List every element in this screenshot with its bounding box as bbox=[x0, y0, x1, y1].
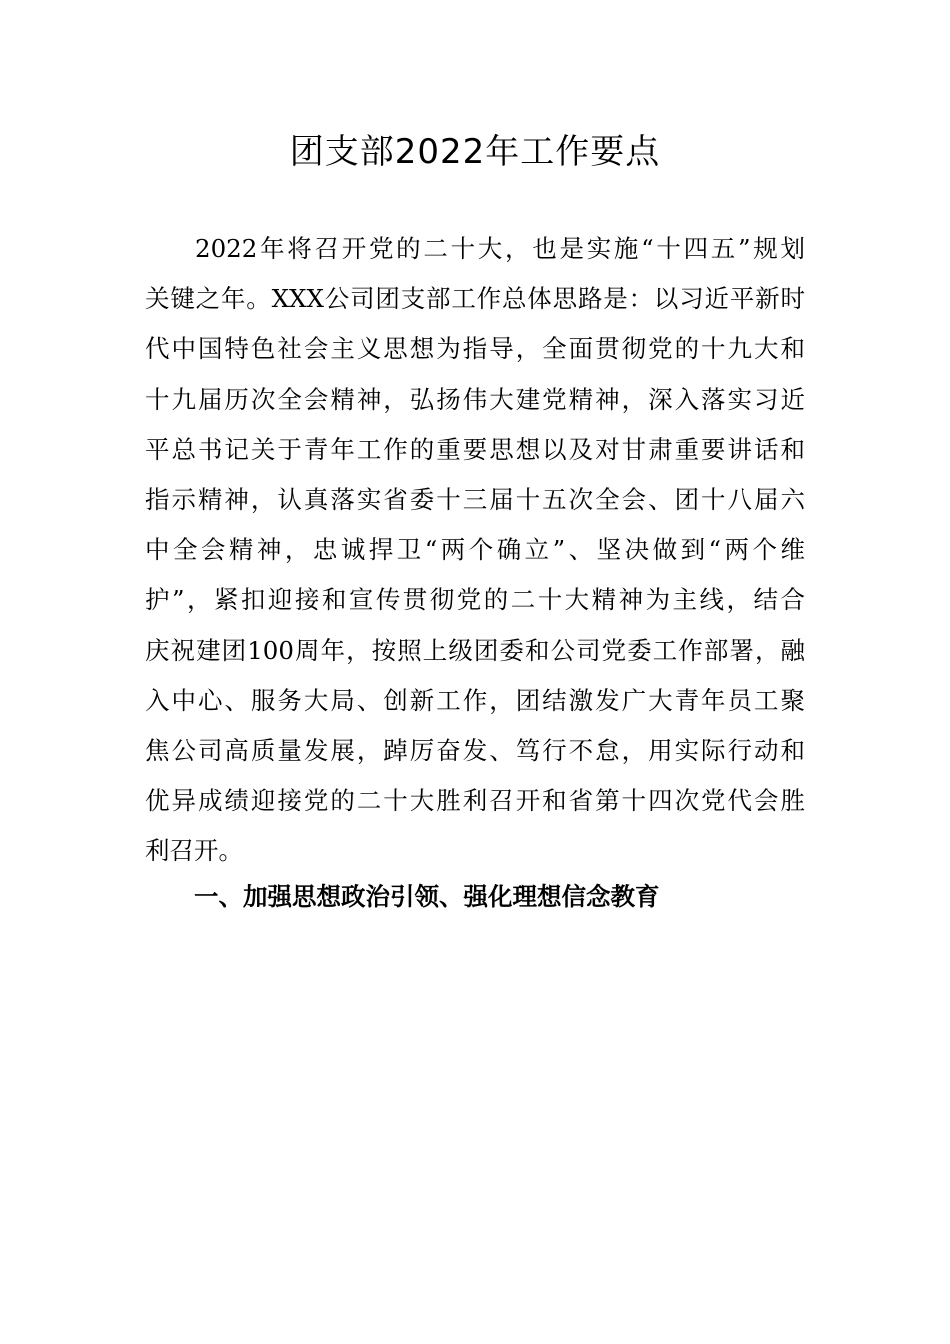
section-heading: 一、加强思想政治引领、强化理想信念教育 bbox=[194, 882, 660, 911]
paragraph-line: 入中心、服务大局、创新工作，团结激发广大青年员工聚 bbox=[145, 685, 805, 715]
paragraph-line: 焦公司高质量发展，踔厉奋发、笃行不怠，用实际行动和 bbox=[145, 735, 805, 765]
paragraph-line: 指示精神，认真落实省委十三届十五次全会、团十八届六 bbox=[145, 484, 805, 514]
document-title: 团支部2022年工作要点 bbox=[289, 132, 661, 172]
paragraph-line: 优异成绩迎接党的二十大胜利召开和省第十四次党代会胜 bbox=[145, 786, 805, 816]
paragraph-line: 庆祝建团100周年，按照上级团委和公司党委工作部署，融 bbox=[145, 635, 805, 665]
paragraph-line: 中全会精神，忠诚捍卫“两个确立”、坚决做到“两个维 bbox=[145, 535, 805, 565]
paragraph-line: 代中国特色社会主义思想为指导，全面贯彻党的十九大和 bbox=[145, 334, 805, 364]
paragraph-line: 护”，紧扣迎接和宣传贯彻党的二十大精神为主线，结合 bbox=[145, 585, 805, 615]
paragraph-line: 十九届历次全会精神，弘扬伟大建党精神，深入落实习近 bbox=[145, 384, 805, 414]
intro-paragraph bbox=[145, 224, 805, 876]
paragraph-line: 平总书记关于青年工作的重要思想以及对甘肃重要讲话和 bbox=[145, 434, 805, 464]
paragraph-line: 利召开。 bbox=[145, 836, 243, 866]
paragraph-line: 关键之年。XXX公司团支部工作总体思路是：以习近平新时 bbox=[145, 284, 805, 314]
paragraph-line: 2022年将召开党的二十大，也是实施“十四五”规划 bbox=[195, 234, 805, 263]
